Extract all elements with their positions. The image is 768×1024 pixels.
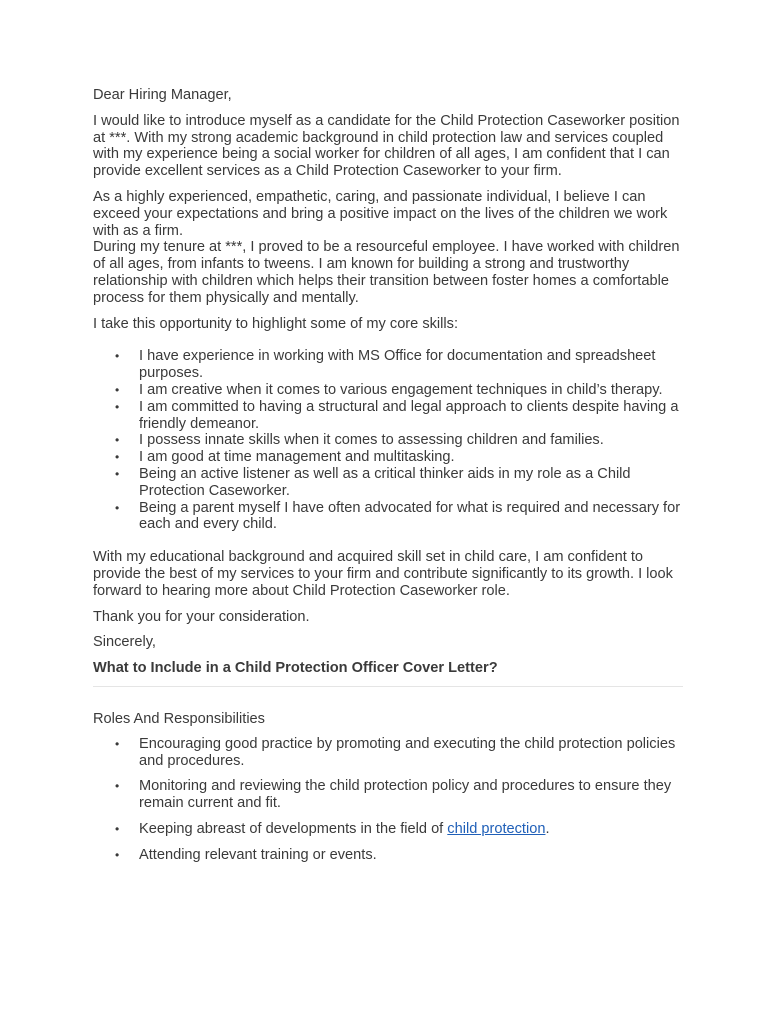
role-text-before-link: Keeping abreast of developments in the field of	[139, 820, 448, 837]
bullet-icon: •	[115, 779, 120, 794]
list-item	[93, 466, 683, 500]
bullet-icon: •	[115, 433, 120, 448]
bullet-icon: •	[115, 847, 120, 862]
document-content	[93, 87, 683, 872]
skills-list	[93, 348, 683, 533]
bullet-icon: •	[115, 382, 120, 397]
list-item	[93, 500, 683, 534]
skill-text: I am committed to having a structural and legal approach to clients despite having a friendly demeanor.	[139, 398, 679, 432]
skills-intro-paragraph: I take this opportunity to highlight some of my core skills:	[93, 315, 459, 332]
salutation: Dear Hiring Manager,	[93, 87, 232, 103]
list-item	[93, 432, 683, 449]
closing-paragraph: With my educational background and acquired skill set in child care, I am confident to provide the best of my services to your firm and contribute significantly to its growth. I look forward to hearing more about Child Protection Caseworker role.	[93, 549, 673, 599]
child-protection-link[interactable]: child protection	[447, 820, 546, 837]
bullet-icon: •	[115, 399, 120, 414]
skill-text: Being a parent myself I have often advocated for what is required and necessary for each and every child.	[139, 499, 681, 533]
section-heading: What to Include in a Child Protection Officer Cover Letter?	[93, 660, 498, 677]
bullet-icon: •	[115, 349, 120, 364]
skill-text: I possess innate skills when it comes to assessing children and families.	[139, 432, 604, 449]
list-item	[93, 348, 683, 382]
list-item	[93, 449, 683, 466]
list-item	[93, 399, 683, 433]
bullet-icon: •	[115, 500, 120, 515]
role-text: Encouraging good practice by promoting and executing the child protection policies and procedures.	[139, 735, 676, 769]
intro-paragraph: I would like to introduce myself as a candidate for the Child Protection Caseworker position at ***. With my strong academic background in child protection law and services coupled with my experience being a social worker for children of all ages, I am confident that I can provide excellent services as a Child Protection Caseworker to your firm.	[93, 112, 680, 180]
section-divider	[93, 686, 683, 687]
bullet-icon: •	[115, 821, 120, 836]
tenure-paragraph: During my tenure at ***, I proved to be a resourceful employee. I have worked with children of all ages, from infants to tweens. I am known for building a strong and trustworthy relationship with children which helps their transition between foster homes a comfortable process for them physically and mentally.	[93, 239, 680, 306]
experience-paragraph: As a highly experienced, empathetic, caring, and passionate individual, I believe I can exceed your expectations and bring a positive impact on the lives of the children we work with as a firm.	[93, 188, 668, 239]
list-item	[93, 778, 683, 812]
roles-list	[93, 736, 683, 864]
bullet-icon: •	[115, 736, 120, 751]
roles-title: Roles And Responsibilities	[93, 710, 265, 727]
skill-text: I have experience in working with MS Office for documentation and spreadsheet purposes.	[139, 348, 656, 382]
thanks-line: Thank you for your consideration.	[93, 608, 310, 625]
skill-text: I am good at time management and multitasking.	[139, 449, 455, 466]
bullet-icon: •	[115, 450, 120, 465]
skill-text: Being an active listener as well as a critical thinker aids in my role as a Child Protection Caseworker.	[139, 465, 631, 499]
list-item	[93, 847, 683, 864]
skill-text: I am creative when it comes to various engagement techniques in child’s therapy.	[139, 381, 663, 398]
list-item	[93, 821, 683, 838]
list-item	[93, 382, 683, 399]
role-text-after-link: .	[545, 820, 550, 837]
list-item	[93, 736, 683, 770]
bullet-icon: •	[115, 466, 120, 481]
sign-off: Sincerely,	[93, 634, 156, 651]
role-text: Attending relevant training or events.	[139, 846, 377, 863]
role-text: Monitoring and reviewing the child protection policy and procedures to ensure they remain current and fit.	[139, 778, 672, 812]
